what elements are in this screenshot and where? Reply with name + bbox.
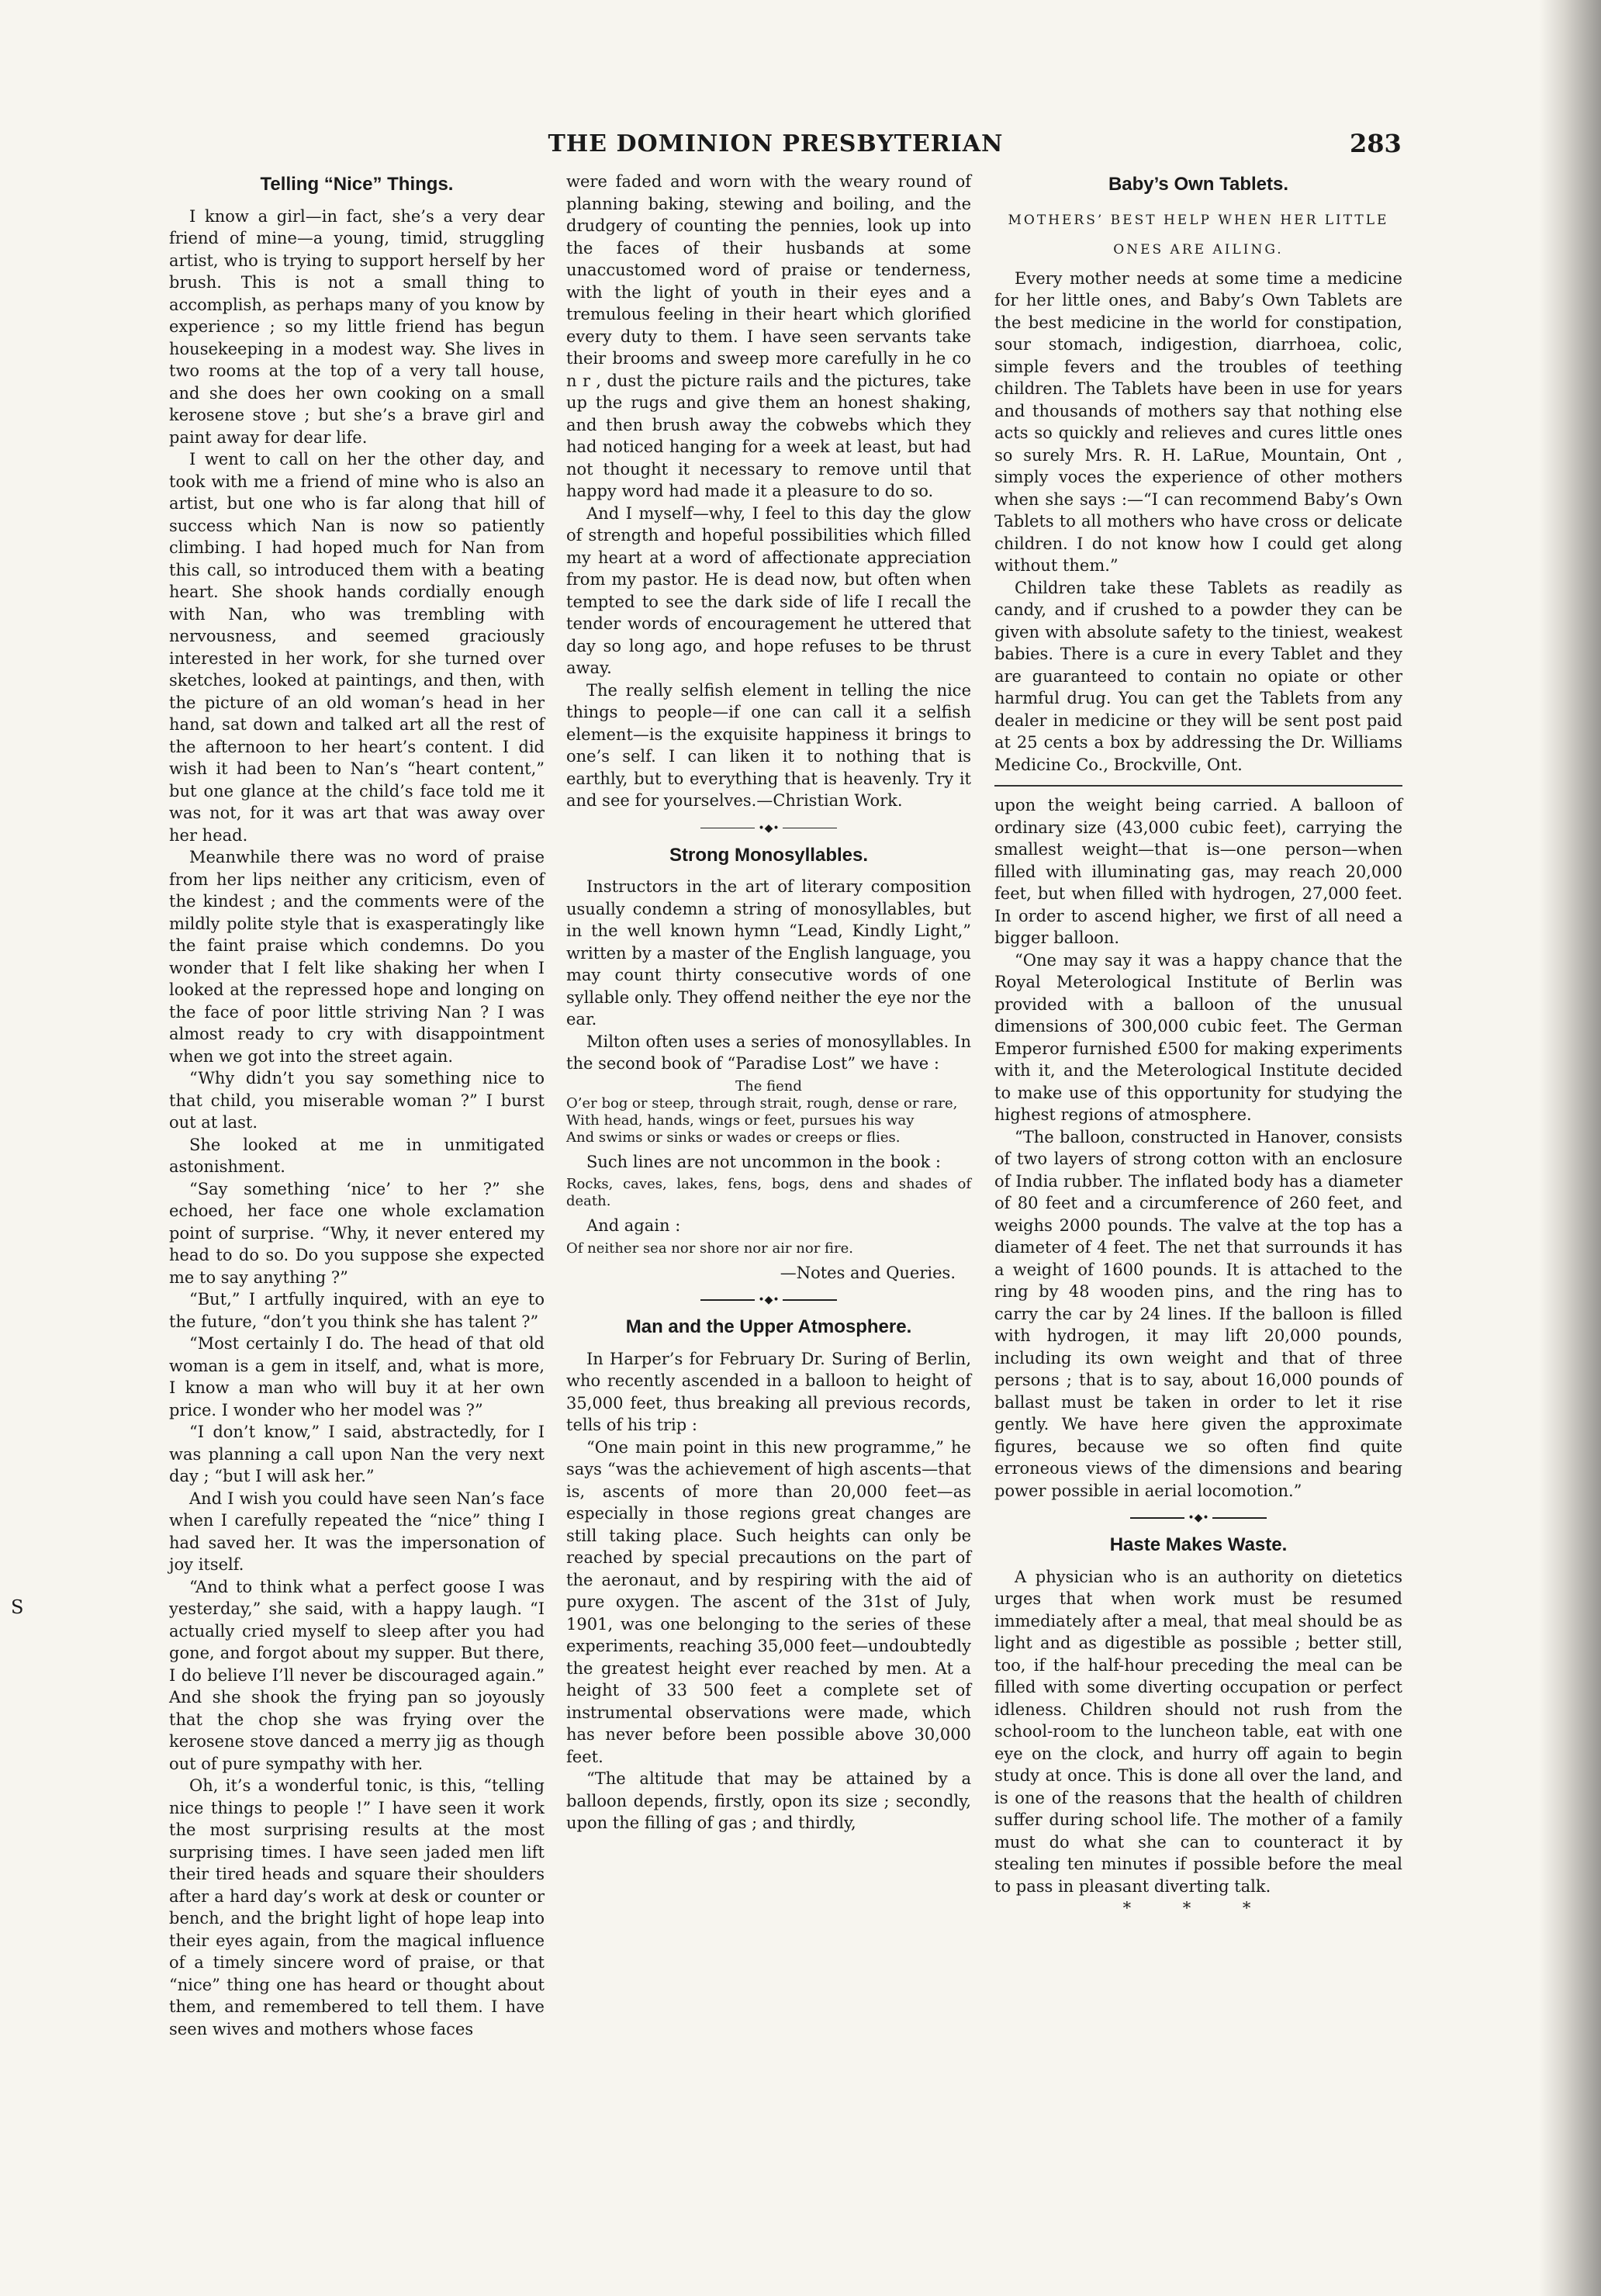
article-paragraph: And I wish you could have seen Nan’s face when I carefully repeated the “nice” thing I had saved her. It was the impersonation of joy itself. [169,1489,545,1574]
article-paragraph: The really selfish element in telling the nice things to people—if one can call it a selfish element—is the exquisite happiness it brings to one’s self. I can liken it to nothing that is earthly, but to everything that is heavenly. Try it and see for yourselves.—Christian Work. [566,680,971,810]
article-paragraph: I know a girl—in fact, she’s a very dear friend of mine—a young, timid, struggling artist, who is trying to support herself by her brush. This is not a small thing to accomplish, as perhaps many of you know by experience ; so my little friend has begun housekeeping in a modest way. She lives in two rooms at the top of a very tall house, and she does her own cooking on a small kerosene stove ; but she’s a brave girl and paint away for dear life. [169,206,545,447]
poem-line: And swims or sinks or wades or creeps or flies. [566,1129,901,1146]
article-paragraph: “The altitude that may be attained by a balloon depends, firstly, opon its size ; secondly, upon the filling of gas ; and thirdly, [566,1769,971,1832]
article-paragraph: “Most certainly I do. The head of that old woman is a gem in itself, and, what is more, I know a man who will buy it at her own price. I wonder who her model was ?” [169,1334,545,1419]
poem-line: With head, hands, wings or feet, pursues his way [566,1112,915,1129]
article-paragraph: Every mother needs at some time a medicine for her little ones, and Baby’s Own Tablets are the best medicine in the world for constipation, sour stomach, indigestion, diarrhoea, colic, simple fevers and the troubles of teething children. The Tablets have been in use for years and thousands of mothers say that nothing else acts so quickly and relieves and cures little ones so surely Mrs. R. H. LaRue, Mountain, Ont , simply voces the experience of other mothers when she says :—“I can recommend Baby’s Own Tablets to all mothers who have cross or delicate children. I do not know how I could get along without them.” [994,268,1402,575]
page-header-title: THE DOMINION PRESBYTERIAN [548,130,1004,157]
article-paragraph: Such lines are not uncommon in the book : [586,1152,941,1171]
poem-line: Rocks, caves, lakes, fens, bogs, dens and shades of death. [566,1176,971,1209]
article-paragraph: “One may say it was a happy chance that the Royal Meterological Institute of Berlin was provided with a balloon of the unusual dimensions of 300,000 cubic feet. The German Emperor furnished £500 for making experiments with it, and the Meterological Institute decided to make use of this opportunity for studying the highest regions of atmosphere. [994,950,1402,1124]
article-paragraph: were faded and worn with the weary round of planning baking, stewing and boiling, and the drudgery of counting the pennies, look up into the faces of their husbands at some unaccustomed word of praise or tenderness, with the light of youth in their eyes and a tremulous feeling in their heart which glorified every duty to them. I have seen servants take their brooms and sweep more carefully in he co n r , dust the picture rails and the pictures, take up the rugs and give them an honest shaking, and then brush away the cobwebs which they had noticed hanging for a week at least, but had not thought it necessary to remove until that happy word had made it a pleasure to do so. [566,172,971,500]
article-paragraph: Instructors in the art of literary composition usually condemn a string of monosyllables, but in the well known hymn “Lead, Kindly Light,” written by a master of the English language, you may count thirty consecutive words of one syllable only. They offend neither the eye nor the ear. [566,877,971,1029]
article-paragraph: I went to call on her the other day, and took with me a friend of mine who is also an artist, but one who is far along that hill of success which Nan is now so patiently climbing. I had hoped much for Nan from this call, so introduced them with a beating heart. She shook hands cordially enough with Nan, who was trembling with nervousness, and seemed graciously interested in her work, for she turned over sketches, looked at paintings, and then, with the picture of an old woman’s head in her hand, sat down and talked art all the rest of the afternoon to her heart’s content. I did wish it had been to Nan’s “heart content,” but one glance at the child’s face told me it was not, for it was art that was away over her head. [169,450,545,845]
article-paragraph: “Why didn’t you say something nice to that child, you miserable woman ?” I burst out at last. [169,1069,545,1132]
margin-mark: S [11,1596,24,1618]
article-title-babys-own-tablets: Baby’s Own Tablets. [1108,174,1289,195]
column-2 [566,171,971,1834]
article-paragraph: “I don’t know,” I said, abstractedly, for I was planning a call upon Nan the very next day ; “but I will ask her.” [169,1423,545,1485]
section-divider [566,823,971,834]
article-source: —Notes and Queries. [780,1263,956,1282]
article-paragraph: “But,” I artfully inquired, with an eye to the future, “don’t you think she has talent ?” [169,1290,545,1331]
divider-ornament: •◆• [1188,1512,1209,1524]
article-paragraph: Milton often uses a series of monosyllables. In the second book of “Paradise Lost” we have : [566,1032,971,1073]
divider-line [783,1299,837,1301]
article-paragraph: Meanwhile there was no word of praise from her lips neither any criticism, even of the kindest ; and the comments were of the mildly polite style that is exasperatingly like the faint praise which condemns. Do you wonder that I felt like shaking her when I looked at the repressed hope and longing on the face of poor little striving Nan ? I was almost ready to cry with disappointment when we got into the street again. [169,848,545,1066]
article-paragraph: Oh, it’s a wonderful tonic, is this, “telling nice things to people !” I have seen it work the most surprising results at the most surprising times. I have seen jaded men lift their tired heads and square their shoulders after a hard day’s work at desk or counter or bench, and the bright light of hope leap into their eyes again, from the magical influence of a timely sincere word of praise, or that “nice” thing one has heard or thought about them, and remembered to tell them. I have seen wives and mothers whose faces [169,1776,545,2038]
column-3 [994,171,1402,1920]
article-paragraph: And I myself—why, I feel to this day the glow of strength and hopeful possibilities which filled my heart at a word of affectionate appreciation from my pastor. He is dead now, but often when tempted to see the dark side of life I recall the tender words of encouragement he uttered that day so long ago, and hope refuses to be thrust away. [566,503,971,677]
article-paragraph: In Harper’s for February Dr. Suring of Berlin, who recently ascended in a balloon to height of 35,000 feet, thus breaking all previous records, tells of his trip : [566,1349,971,1434]
poem-quote [566,1240,971,1257]
article-paragraph: “And to think what a perfect goose I was yesterday,” she said, with a happy laugh. “I actually cried myself to sleep after you had gone, and forgot about my supper. But there, I do believe I’ll never be discouraged again.” And she shook the frying pan so joyously that the chop she was frying over the kerosene stove danced a merry jig as though out of pure sympathy with her. [169,1577,545,1773]
article-title-telling-nice-things: Telling “Nice” Things. [260,174,454,195]
divider-line [1130,1517,1184,1519]
article-paragraph: upon the weight being carried. A balloon of ordinary size (43,000 cubic feet), carrying the smallest weight—that is—one person—when filled with illuminating gas, may reach 20,000 feet, but when filled with hydrogen, 27,000 feet. In order to ascend higher, we first of all need a bigger balloon. [994,796,1402,947]
article-paragraph: “The balloon, constructed in Hanover, consists of two layers of strong cotton with an enclosure of India rubber. The inflated body has a diameter of 80 feet and a circumference of 260 feet, and weighs 2000 pounds. The valve at the top has a diameter of 4 feet. The net that surrounds it has a weight of 1600 pounds. It is attached to the ring by 48 wooden pins, and the ring has to carry the car by 24 lines. If the balloon is filled with hydrogen, it may lift 20,000 pounds, including its own weight and that of three persons ; that is to say, about 16,000 pounds of ballast must be taken in order to let it rise gently. We have here given the approximate figures, because we so often find quite erroneous views of the dimensions and bearing power possible in aerial locomotion.” [994,1127,1402,1500]
divider-line [783,828,837,829]
divider-line [700,828,755,829]
end-mark: * * * [1122,1899,1274,1917]
article-paragraph: “Say something ‘nice’ to her ?” she echoed, her face one whole exclamation point of surprise. “Why, it never entered my head to do so. Do you suppose she expected me to say anything ?” [169,1179,545,1287]
section-divider [994,1513,1402,1523]
divider-line [700,1299,755,1301]
section-divider [566,1295,971,1305]
column-rule [994,785,1402,787]
article-subtitle: MOTHERS’ BEST HELP WHEN HER LITTLE ONES ARE AILING. [1008,212,1389,258]
article-title-strong-monosyllables: Strong Monosyllables. [669,844,869,866]
article-title-upper-atmosphere: Man and the Upper Atmosphere. [625,1316,912,1337]
poem-quote [566,1176,971,1210]
article-paragraph: She looked at me in unmitigated astonishment. [169,1135,545,1176]
divider-line [1212,1517,1267,1519]
poem-quote [566,1078,971,1146]
poem-line: Of neither sea nor shore nor air nor fire. [566,1240,854,1257]
column-1 [169,171,545,2040]
divider-ornament: •◆• [758,821,780,835]
page-number: 283 [1350,129,1402,158]
page-edge-shadow [1539,0,1601,2296]
poem-line: The fiend [735,1077,802,1094]
article-paragraph: Children take these Tablets as readily as candy, and if crushed to a powder they can be given with absolute safety to the tiniest, weakest babies. There is a cure in every Tablet and they are guaranteed to contain no opiate or other harmful drug. You can get the Tablets from any dealer in medicine or they will be sent post paid at 25 cents a box by addressing the Dr. Williams Medicine Co., Brockville, Ont. [994,578,1402,774]
article-paragraph: A physician who is an authority on dietetics urges that when work must be resumed immediately after a meal, that meal should be as light and as digestible as possible ; better still, too, if the half-hour preceding the meal can be filled with some diverting occupation or perfect idleness. Children should not rush from the school-room to the luncheon table, eat with one eye on the clock, and hurry off again to begin study at once. This is done all over the land, and is one of the reasons that the health of children suffer during school life. The mother of a family must do what she can to counteract it by stealing ten minutes if possible before the meal to pass in pleasant diverting talk. [994,1567,1402,1896]
article-title-haste-makes-waste: Haste Makes Waste. [1109,1534,1288,1555]
divider-ornament: •◆• [758,1294,780,1306]
poem-line: O’er bog or steep, through strait, rough, dense or rare, [566,1094,958,1112]
article-paragraph: “One main point in this new programme,” he says “was the achievement of high ascents—that is, ascents of more than 20,000 feet—as especially in those regions great changes are still taking place. Such heights can only be reached by special precautions on the part of the aeronaut, and by respiring with the aid of pure oxygen. The ascent of the 31st of July, 1901, was one belonging to the series of these experiments, reaching 35,000 feet—undoubtedly the greatest height ever reached by men. At a height of 33 500 feet a complete set of instrumental observations were made, which has never before been possible above 30,000 feet. [566,1437,971,1766]
article-paragraph: And again : [586,1216,681,1235]
